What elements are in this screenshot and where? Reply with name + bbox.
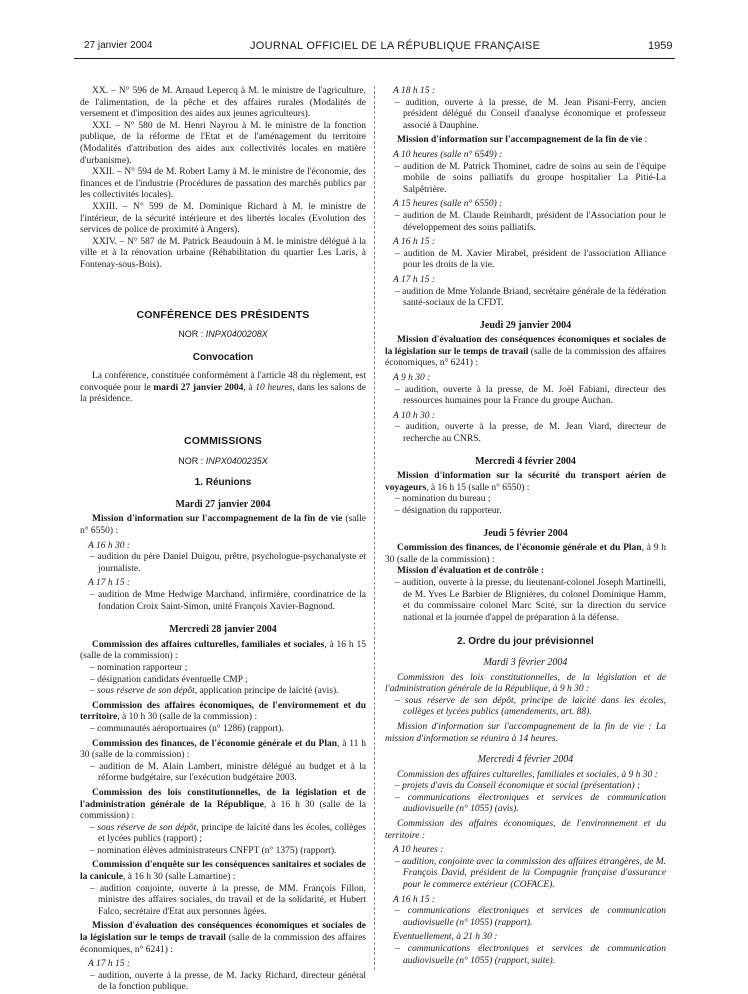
agenda-item: – nomination élèves administrateurs CNFPT (n° 1375) (rapport). — [90, 845, 337, 856]
agenda-item: – désignation du rapporteur. — [395, 506, 502, 516]
agenda-item: – projets d'avis du Conseil économique et social (présentation) ; — [395, 781, 641, 792]
agenda-item: – audition, ouverte à la presse, de M. Jean Viard, directeur de recherche au CNRS. — [395, 422, 666, 445]
commission-enquete-heading — [80, 860, 366, 883]
agenda-item-italic: – sous réserve de son dépôt — [90, 822, 197, 833]
nor-code: INPX0400208X — [205, 329, 268, 340]
mission-room: (salle n° 6550) : — [80, 514, 366, 537]
agenda-item: – audition de M. Alain Lambert, ministre délégué au budget et à la réforme budgétaire, sur l'exécution budgétaire 2003. — [90, 761, 366, 784]
right-column — [385, 86, 666, 967]
mission-secu-heading — [385, 471, 666, 494]
mission-room: (salle de la commission des affaires économiques, n° 6241) : — [385, 346, 666, 369]
agenda-item-italic: – sous réserve de son dépôt — [90, 686, 195, 697]
column-divider — [374, 86, 376, 970]
commission-eco-heading — [80, 701, 366, 724]
question-xxi: XXI. – N° 580 de M. Henri Nayrou à M. le ministre de la fonction publique, de la réforme de l'Etat et de l'aménagement du territoire (Modalités d'attribution des aides aux collectivités locales en matière d'urbanisme). — [80, 120, 366, 166]
page-header — [0, 0, 748, 62]
time-slot: A 16 h 15 : — [393, 894, 436, 905]
time-slot: A 16 h 15 : — [393, 237, 436, 248]
time-slot: A 16 h 30 : — [88, 540, 131, 551]
mission-name: Mission d'évaluation des conséquences économiques et sociales de la législation sur le temps de travail — [80, 921, 366, 944]
nor-label: NOR : — [178, 329, 206, 340]
left-column — [80, 86, 366, 994]
ordre-du-jour-title: 2. Ordre du jour prévisionnel — [457, 636, 594, 648]
agenda-item: – audition conjointe, ouverte à la presse, de MM. François Fillon, ministre des affaires sociales, du travail et de la solidarité, et Hubert Falco, secrétaire d'Etat aux personnes âgées. — [90, 883, 366, 917]
commission-name: Commission des lois constitutionnelles, de la législation et de l'administration générale de la République — [80, 787, 366, 810]
commission-fin-heading — [80, 739, 366, 762]
agenda-item: – audition de Mme Hedwige Marchand, infirmière, coordinatrice de la fondation Croix Saint-Simon, unité François Xavier-Bagnoud. — [90, 590, 366, 612]
question-xxiii: XXIII. – N° 599 de M. Dominique Richard à M. le ministre de l'intérieur, de la sécurité intérieure et des libertés locales (Evolution des services de police de proximité à Angers). — [80, 201, 366, 236]
question-xx: XX. – N° 596 de M. Arnaud Lepercq à M. le ministre de l'agriculture, de l'alimentation, de la pêche et des affaires rurales (Modalités de versement et d'imposition des aides aux jeunes agriculteurs). — [80, 86, 366, 120]
convocation-text-c: , à — [243, 382, 256, 393]
agenda-item: – communications électroniques et services de communication audiovisuelle (n° 1055) (rapport). — [395, 906, 666, 928]
commission-lois-heading — [80, 788, 366, 823]
date-mercredi-4b: Mercredi 4 février 2004 — [477, 754, 574, 766]
commission-name: Commission des affaires culturelles, familiales et sociales — [92, 639, 325, 650]
convocation-title: Convocation — [192, 351, 254, 363]
mission-eval-heading — [80, 921, 366, 956]
question-xxiv: XXIV. – N° 587 de M. Patrick Beaudouin à M. le ministre délégué à la ville et à la rénovation urbaine (Réhabilitation du quartier Les Laris, à Fontenay-sous-Bois). — [80, 236, 366, 270]
commission-cult-heading: Commission des affaires culturelles, familiales et sociales, à 9 h 30 : — [397, 769, 658, 780]
time-slot: A 17 h 15 : — [393, 274, 436, 285]
agenda-item-text: , application principe de laïcité (avis). — [194, 686, 339, 697]
agenda-item-text: , principe de laïcité dans les écoles, collèges et lycées publics (rapport) ; — [98, 822, 366, 845]
agenda-item: – nomination rapporteur ; — [90, 662, 188, 673]
agenda-item: – audition de Mme Yolande Briand, secrétaire générale de la fédération santé-sociaux de la CFDT. — [395, 286, 666, 309]
commission-time: , à 16 h 30 (salle Lamartine) : — [123, 872, 236, 883]
date-mercredi-28: Mercredi 28 janvier 2004 — [169, 624, 277, 636]
agenda-item: – désignation candidats éventuelle CMP ; — [90, 674, 248, 685]
commission-name: Commission d'enquête sur les conséquences sanitaires et sociales de la canicule — [80, 860, 366, 883]
header-rule — [74, 58, 675, 59]
commission-fin-heading — [385, 543, 666, 566]
mission-time: , à 16 h 15 (salle n° 6550) : — [426, 482, 530, 493]
date-mercredi-4: Mercredi 4 février 2004 — [475, 455, 576, 467]
convocation-date: mardi 27 janvier 2004 — [153, 382, 244, 393]
agenda-item: – sous réserve de son dépôt, principe de laïcité dans les écoles, collèges et lycées publics (amendements, art. 88). — [395, 695, 666, 718]
nor-code: INPX0400235X — [205, 455, 268, 466]
commissions-title: COMMISSIONS — [183, 435, 263, 448]
agenda-item — [80, 823, 366, 846]
commission-time: , à 9 h 30 (salle de la commission) : — [385, 543, 666, 565]
time-slot: A 10 heures : — [393, 845, 444, 856]
mission-room: (salle de la commission des affaires économiques, n° 6241) : — [80, 933, 366, 955]
date-mardi-3: Mardi 3 février 2004 — [483, 656, 568, 668]
mission-suffix: : — [642, 135, 648, 146]
agenda-item — [80, 686, 366, 698]
agenda-item: – audition, conjointe avec la commission des affaires étrangères, de M. François David, président de la Compagnie française d'assurance pour le commerce extérieur (COFACE). — [395, 856, 666, 891]
conference-title: CONFÉRENCE DES PRÉSIDENTS — [136, 308, 310, 321]
date-jeudi-5: Jeudi 5 février 2004 — [483, 527, 568, 539]
time-slot: A 18 h 15 : — [393, 86, 436, 96]
journal-title: JOURNAL OFFICIEL DE LA RÉPUBLIQUE FRANÇAISE — [250, 40, 541, 52]
page-number: 1959 — [648, 40, 673, 52]
fin-de-vie-heading — [80, 514, 366, 537]
agenda-item: – audition, ouverte à la presse, de M. Joël Fabiani, directeur des ressources humaines pour la France du groupe Auchan. — [395, 384, 666, 407]
agenda-item: – audition, ouverte à la presse, du lieutenant-colonel Joseph Martinelli, de M. Yves Le Barbier de Blignières, du colonel Dominique Hamm, et du commissaire colonel Marc Scité, sur la direction du service national et la journée d'appel de préparation à la défense. — [395, 577, 666, 623]
time-slot: Eventuellement, à 21 h 30 : — [393, 932, 498, 943]
commission-name: Commission des finances, de l'économie générale et du Plan — [92, 738, 338, 749]
agenda-item: – communications électroniques et services de communication audiovisuelle (n° 1055) (rapport, suite). — [395, 944, 666, 966]
commission-time: , à 11 h 30 (salle de la commission) : — [80, 738, 366, 761]
time-slot: A 15 heures (salle n° 6550) : — [393, 199, 503, 210]
conference-nor — [80, 329, 366, 341]
mission-name: Mission d'information sur l'accompagnement de la fin de vie — [92, 514, 343, 525]
question-xxii: XXII. – N° 594 de M. Robert Lamy à M. le ministre de l'économie, des finances et de l'industrie (Procédures de passation des marchés publics par les collectivités locales). — [80, 167, 366, 201]
time-slot: A 9 h 30 : — [393, 373, 431, 384]
commission-time: , à 16 h 15 (salle de la commission) : — [80, 639, 366, 662]
agenda-item: – audition de M. Claude Reinhardt, président de l'Association pour le développement des soins palliatifs. — [395, 210, 666, 233]
commission-time: , à 10 h 30 (salle de la commission) : — [117, 712, 258, 723]
agenda-item: – audition du père Daniel Duigou, prêtre, psychologue-psychanalyste et journaliste. — [90, 552, 366, 574]
convocation-text-a: La conférence, constituée conformément à l'article 48 du règlement, est convoquée pour le — [80, 371, 366, 393]
time-slot: A 10 h 30 : — [393, 410, 436, 421]
time-slot: A 17 h 15 : — [88, 959, 131, 970]
mission-eval-heading — [385, 335, 666, 370]
agenda-item: – communications électroniques et services de communication audiovisuelle (n° 1055) (avis). — [395, 792, 666, 815]
commission-cult-heading — [80, 640, 366, 663]
convocation-time: 10 heures — [255, 382, 293, 393]
date-mardi-27: Mardi 27 janvier 2004 — [175, 498, 271, 510]
reunions-title: 1. Réunions — [194, 477, 252, 489]
mission-note: Mission d'information sur l'accompagnement de la fin de vie : La mission d'information se réunira à 14 heures. — [385, 721, 666, 744]
commission-name: Commission des affaires économiques, de l'environnement et du territoire — [80, 700, 366, 723]
header-date: 27 janvier 2004 — [84, 40, 153, 51]
agenda-item: – communautés aéroportuaires (n° 1286) (rapport). — [90, 723, 284, 734]
time-slot: A 10 heures (salle n° 6549) : — [393, 149, 503, 160]
agenda-item: – audition, ouverte à la presse, de M. Jean Pisani-Ferry, ancien président délégué du Conseil d'analyse économique et professeur associé à Dauphine. — [395, 97, 666, 131]
agenda-item: – audition de M. Patrick Thominet, cadre de soins au sein de l'équipe mobile de soins palliatifs du groupe hospitalier La Pitié-La Salpêtrière. — [395, 161, 666, 195]
convocation-text — [80, 371, 366, 406]
commission-eco-heading: Commission des affaires économiques, de l'environnement et du territoire : — [385, 819, 666, 841]
eval-controle-heading: Mission d'évaluation et de contrôle : — [397, 566, 544, 577]
mission-name: Mission d'information sur l'accompagnement de la fin de vie — [397, 135, 643, 146]
commission-lois-heading: Commission des lois constitutionnelles, de la législation et de l'administration générale de la République, à 9 h 30 : — [385, 672, 666, 695]
commission-time: , à 16 h 30 (salle de la commission) : — [80, 799, 366, 822]
date-jeudi-29: Jeudi 29 janvier 2004 — [479, 319, 572, 331]
fin-de-vie-heading — [385, 135, 666, 147]
commissions-nor — [80, 456, 366, 468]
commission-name: Commission des finances, de l'économie générale et du Plan — [397, 543, 642, 554]
mission-name: Mission d'évaluation des conséquences économiques et sociales de la législation sur le temps de travail — [385, 335, 666, 357]
agenda-item: – audition, ouverte à la presse, de M. Jacky Richard, directeur général de la fonction publique. — [90, 970, 366, 993]
nor-label: NOR : — [178, 455, 206, 466]
time-slot: A 17 h 15 : — [88, 578, 131, 589]
agenda-item: – audition de M. Xavier Mirabel, président de l'association Alliance pour les droits de la vie. — [395, 248, 666, 271]
mission-name: Mission d'information sur la sécurité du transport aérien de voyageurs — [385, 471, 666, 493]
convocation-text-e: , dans les salons de la présidence. — [80, 382, 367, 405]
agenda-item: – nomination du bureau ; — [395, 494, 491, 505]
